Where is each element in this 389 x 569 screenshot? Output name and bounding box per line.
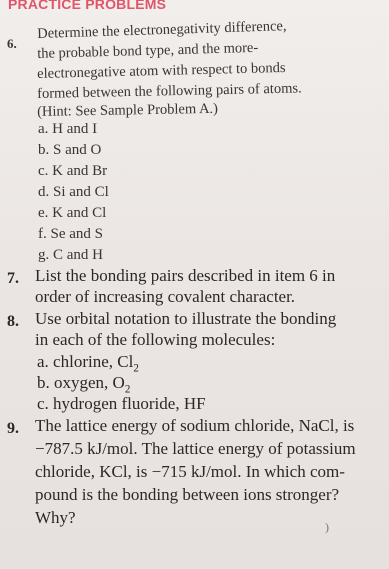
problem-6-line-5: (Hint: See Sample Problem A.) [37, 100, 219, 120]
option-letter: b. [38, 142, 50, 158]
option-text: Se and S [50, 226, 103, 242]
problem-6-option-e [38, 205, 106, 222]
option-text: S and O [53, 142, 102, 158]
problem-6-option-d [38, 184, 109, 201]
option-text: C and H [53, 247, 103, 263]
option-text: Si and Cl [53, 184, 109, 200]
page-header: PRACTICE PROBLEMS [8, 0, 167, 12]
problem-9-line-4: pound is the bonding between ions stronger? [35, 485, 340, 504]
subscript: 2 [124, 383, 131, 396]
problem-6-option-g [38, 247, 103, 264]
problem-8-line-1: Use orbital notation to illustrate the bonding [35, 309, 337, 328]
subscript: 2 [133, 362, 139, 375]
problem-6-line-4: formed between the following pairs of atoms. [37, 80, 302, 102]
problem-6-option-f [38, 226, 103, 243]
option-text: H and I [52, 121, 98, 137]
problem-7-line-2: order of increasing covalent character. [35, 287, 296, 306]
problem-9-line-2: −787.5 kJ/mol. The lattice energy of potassium [35, 439, 356, 458]
option-letter: b. [37, 373, 50, 392]
option-letter: d. [38, 184, 50, 200]
problem-9-line-3: chloride, KCl, is −715 kJ/mol. In which com- [35, 462, 345, 481]
problem-7-line-1: List the bonding pairs described in item 6 in [35, 266, 336, 285]
problem-9-number: 9. [7, 420, 19, 437]
option-text: K and Br [52, 163, 108, 179]
option-letter: a. [38, 121, 49, 137]
option-text: oxygen, O [54, 373, 125, 392]
problem-8-option-b [37, 373, 131, 396]
option-letter: c. [38, 163, 49, 179]
problem-6-line-3: electronegative atom with respect to bonds [37, 59, 286, 82]
option-text: hydrogen fluoride, HF [53, 394, 206, 413]
problem-6-number: 6. [7, 36, 17, 51]
problem-9-line-1: The lattice energy of sodium chloride, NaCl, is [35, 416, 355, 435]
option-letter: c. [37, 394, 49, 413]
option-letter: a. [37, 352, 49, 371]
option-text: K and Cl [52, 205, 107, 221]
problem-7-number: 7. [7, 270, 19, 287]
problem-6-option-c [38, 163, 107, 180]
problem-6-option-b [38, 142, 101, 159]
option-letter: g. [38, 247, 50, 263]
pencil-mark: ) [325, 520, 329, 534]
option-letter: e. [38, 205, 49, 221]
problem-6-line-1: Determine the electronegativity difference, [37, 18, 287, 42]
problem-9-line-5: Why? [35, 508, 76, 527]
option-letter: f. [38, 226, 47, 242]
problem-8-option-c [37, 394, 206, 414]
problem-6-line-2: the probable bond type, and the more- [37, 39, 259, 62]
problem-8-line-2: in each of the following molecules: [35, 330, 276, 349]
problem-8-number: 8. [7, 313, 19, 330]
problem-8-option-a [37, 352, 139, 375]
option-text: chlorine, Cl [53, 352, 134, 371]
problem-6-option-a [38, 121, 97, 138]
